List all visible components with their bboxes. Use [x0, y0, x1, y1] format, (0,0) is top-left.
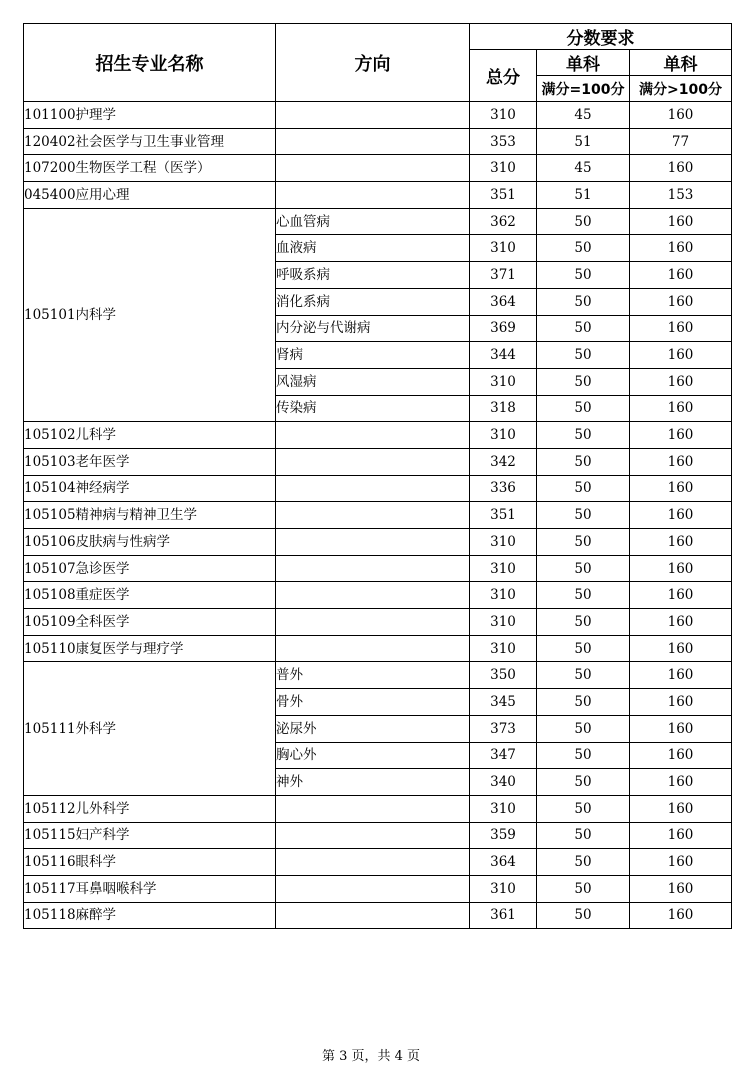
header-single-gt100-caption: 满分>100分	[630, 76, 732, 102]
single-100-score-cell: 50	[537, 395, 630, 422]
single-gt100-score-cell: 160	[630, 742, 732, 769]
major-name-cell: 105117耳鼻咽喉科学	[24, 875, 276, 902]
major-name-cell: 045400应用心理	[24, 182, 276, 209]
direction-cell: 内分泌与代谢病	[276, 315, 470, 342]
direction-cell	[276, 502, 470, 529]
table-row	[24, 448, 732, 475]
major-name-cell: 105103老年医学	[24, 448, 276, 475]
table-row	[24, 422, 732, 449]
total-score-cell: 353	[470, 128, 537, 155]
single-100-score-cell: 50	[537, 555, 630, 582]
single-100-score-cell: 50	[537, 422, 630, 449]
major-name-cell: 105118麻醉学	[24, 902, 276, 929]
single-gt100-score-cell: 160	[630, 715, 732, 742]
single-gt100-score-cell: 77	[630, 128, 732, 155]
direction-cell	[276, 582, 470, 609]
total-score-cell: 340	[470, 769, 537, 796]
single-gt100-score-cell: 160	[630, 662, 732, 689]
single-gt100-score-cell: 160	[630, 609, 732, 636]
header-direction: 方向	[276, 24, 470, 102]
major-name-cell: 105105精神病与精神卫生学	[24, 502, 276, 529]
total-score-cell: 310	[470, 102, 537, 129]
major-name-cell: 105112儿外科学	[24, 795, 276, 822]
direction-cell	[276, 822, 470, 849]
major-name-cell: 105110康复医学与理疗学	[24, 635, 276, 662]
direction-cell: 胸心外	[276, 742, 470, 769]
table-body	[24, 102, 732, 929]
direction-cell	[276, 795, 470, 822]
direction-cell	[276, 529, 470, 556]
total-score-cell: 342	[470, 448, 537, 475]
single-gt100-score-cell: 153	[630, 182, 732, 209]
total-score-cell: 364	[470, 849, 537, 876]
direction-cell	[276, 609, 470, 636]
single-gt100-score-cell: 160	[630, 368, 732, 395]
major-name-cell: 120402社会医学与卫生事业管理	[24, 128, 276, 155]
direction-cell: 消化系病	[276, 288, 470, 315]
total-score-cell: 310	[470, 582, 537, 609]
single-gt100-score-cell: 160	[630, 689, 732, 716]
table-row	[24, 128, 732, 155]
major-name-cell: 105101内科学	[24, 208, 276, 422]
table-row	[24, 902, 732, 929]
single-100-score-cell: 50	[537, 609, 630, 636]
single-gt100-score-cell: 160	[630, 769, 732, 796]
direction-cell: 呼吸系病	[276, 262, 470, 289]
single-100-score-cell: 51	[537, 182, 630, 209]
single-gt100-score-cell: 160	[630, 849, 732, 876]
direction-cell	[276, 128, 470, 155]
total-score-cell: 310	[470, 875, 537, 902]
total-score-cell: 310	[470, 529, 537, 556]
total-score-cell: 362	[470, 208, 537, 235]
single-100-score-cell: 50	[537, 689, 630, 716]
direction-cell: 骨外	[276, 689, 470, 716]
direction-cell: 心血管病	[276, 208, 470, 235]
table-row	[24, 155, 732, 182]
table-header	[24, 24, 732, 102]
single-gt100-score-cell: 160	[630, 342, 732, 369]
single-100-score-cell: 50	[537, 342, 630, 369]
header-total: 总分	[470, 50, 537, 102]
major-name-cell: 101100护理学	[24, 102, 276, 129]
single-gt100-score-cell: 160	[630, 475, 732, 502]
single-gt100-score-cell: 160	[630, 822, 732, 849]
single-100-score-cell: 50	[537, 502, 630, 529]
direction-cell	[276, 635, 470, 662]
header-single-100: 单科	[537, 50, 630, 76]
table-row	[24, 529, 732, 556]
single-100-score-cell: 50	[537, 635, 630, 662]
total-score-cell: 373	[470, 715, 537, 742]
single-gt100-score-cell: 160	[630, 529, 732, 556]
single-gt100-score-cell: 160	[630, 288, 732, 315]
major-name-cell: 105111外科学	[24, 662, 276, 795]
direction-cell: 普外	[276, 662, 470, 689]
direction-cell: 血液病	[276, 235, 470, 262]
total-score-cell: 336	[470, 475, 537, 502]
total-score-cell: 310	[470, 795, 537, 822]
single-100-score-cell: 50	[537, 208, 630, 235]
total-score-cell: 359	[470, 822, 537, 849]
single-100-score-cell: 50	[537, 902, 630, 929]
major-name-cell: 105116眼科学	[24, 849, 276, 876]
single-100-score-cell: 50	[537, 742, 630, 769]
header-single-100-caption: 满分=100分	[537, 76, 630, 102]
single-gt100-score-cell: 160	[630, 262, 732, 289]
direction-cell: 神外	[276, 769, 470, 796]
single-gt100-score-cell: 160	[630, 795, 732, 822]
direction-cell: 肾病	[276, 342, 470, 369]
single-100-score-cell: 50	[537, 315, 630, 342]
table-row	[24, 182, 732, 209]
total-score-cell: 364	[470, 288, 537, 315]
single-100-score-cell: 45	[537, 155, 630, 182]
header-major: 招生专业名称	[24, 24, 276, 102]
single-gt100-score-cell: 160	[630, 422, 732, 449]
single-100-score-cell: 50	[537, 448, 630, 475]
table-row	[24, 102, 732, 129]
direction-cell: 泌尿外	[276, 715, 470, 742]
single-gt100-score-cell: 160	[630, 102, 732, 129]
table-row	[24, 849, 732, 876]
single-100-score-cell: 50	[537, 822, 630, 849]
single-100-score-cell: 50	[537, 288, 630, 315]
major-name-cell: 105102儿科学	[24, 422, 276, 449]
total-score-cell: 351	[470, 182, 537, 209]
single-100-score-cell: 50	[537, 475, 630, 502]
major-name-cell: 105108重症医学	[24, 582, 276, 609]
header-requirement: 分数要求	[470, 24, 732, 50]
total-score-cell: 347	[470, 742, 537, 769]
total-score-cell: 310	[470, 155, 537, 182]
direction-cell	[276, 422, 470, 449]
total-score-cell: 318	[470, 395, 537, 422]
table-row	[24, 875, 732, 902]
single-gt100-score-cell: 160	[630, 582, 732, 609]
single-100-score-cell: 50	[537, 529, 630, 556]
table-row	[24, 208, 732, 235]
header-single-gt100: 单科	[630, 50, 732, 76]
single-gt100-score-cell: 160	[630, 875, 732, 902]
single-gt100-score-cell: 160	[630, 155, 732, 182]
single-100-score-cell: 50	[537, 368, 630, 395]
single-gt100-score-cell: 160	[630, 448, 732, 475]
direction-cell	[276, 448, 470, 475]
total-score-cell: 351	[470, 502, 537, 529]
direction-cell	[276, 849, 470, 876]
total-score-cell: 310	[470, 235, 537, 262]
total-score-cell: 310	[470, 609, 537, 636]
direction-cell	[276, 902, 470, 929]
single-100-score-cell: 50	[537, 849, 630, 876]
single-gt100-score-cell: 160	[630, 635, 732, 662]
major-name-cell: 105104神经病学	[24, 475, 276, 502]
total-score-cell: 310	[470, 635, 537, 662]
major-name-cell: 105109全科医学	[24, 609, 276, 636]
table-row	[24, 502, 732, 529]
single-100-score-cell: 50	[537, 795, 630, 822]
direction-cell: 风湿病	[276, 368, 470, 395]
total-score-cell: 310	[470, 368, 537, 395]
direction-cell	[276, 875, 470, 902]
major-name-cell: 105115妇产科学	[24, 822, 276, 849]
total-score-cell: 371	[470, 262, 537, 289]
single-100-score-cell: 50	[537, 769, 630, 796]
single-gt100-score-cell: 160	[630, 902, 732, 929]
direction-cell	[276, 102, 470, 129]
score-requirements-table	[23, 23, 732, 929]
direction-cell	[276, 475, 470, 502]
major-name-cell: 105106皮肤病与性病学	[24, 529, 276, 556]
single-gt100-score-cell: 160	[630, 235, 732, 262]
direction-cell	[276, 182, 470, 209]
total-score-cell: 369	[470, 315, 537, 342]
single-gt100-score-cell: 160	[630, 502, 732, 529]
single-100-score-cell: 50	[537, 715, 630, 742]
direction-cell	[276, 555, 470, 582]
single-100-score-cell: 50	[537, 262, 630, 289]
major-name-cell: 107200生物医学工程（医学）	[24, 155, 276, 182]
total-score-cell: 361	[470, 902, 537, 929]
table-row	[24, 635, 732, 662]
direction-cell	[276, 155, 470, 182]
total-score-cell: 310	[470, 422, 537, 449]
table-row	[24, 609, 732, 636]
table-row	[24, 475, 732, 502]
single-gt100-score-cell: 160	[630, 315, 732, 342]
table-row	[24, 822, 732, 849]
table-row	[24, 795, 732, 822]
table-row	[24, 662, 732, 689]
single-gt100-score-cell: 160	[630, 395, 732, 422]
total-score-cell: 345	[470, 689, 537, 716]
direction-cell: 传染病	[276, 395, 470, 422]
page-footer: 第 3 页，共 4 页	[321, 1049, 421, 1064]
single-100-score-cell: 50	[537, 662, 630, 689]
single-gt100-score-cell: 160	[630, 208, 732, 235]
total-score-cell: 310	[470, 555, 537, 582]
total-score-cell: 344	[470, 342, 537, 369]
table-row	[24, 582, 732, 609]
major-name-cell: 105107急诊医学	[24, 555, 276, 582]
single-100-score-cell: 51	[537, 128, 630, 155]
single-100-score-cell: 45	[537, 102, 630, 129]
single-gt100-score-cell: 160	[630, 555, 732, 582]
single-100-score-cell: 50	[537, 582, 630, 609]
single-100-score-cell: 50	[537, 875, 630, 902]
table-row	[24, 555, 732, 582]
single-100-score-cell: 50	[537, 235, 630, 262]
total-score-cell: 350	[470, 662, 537, 689]
